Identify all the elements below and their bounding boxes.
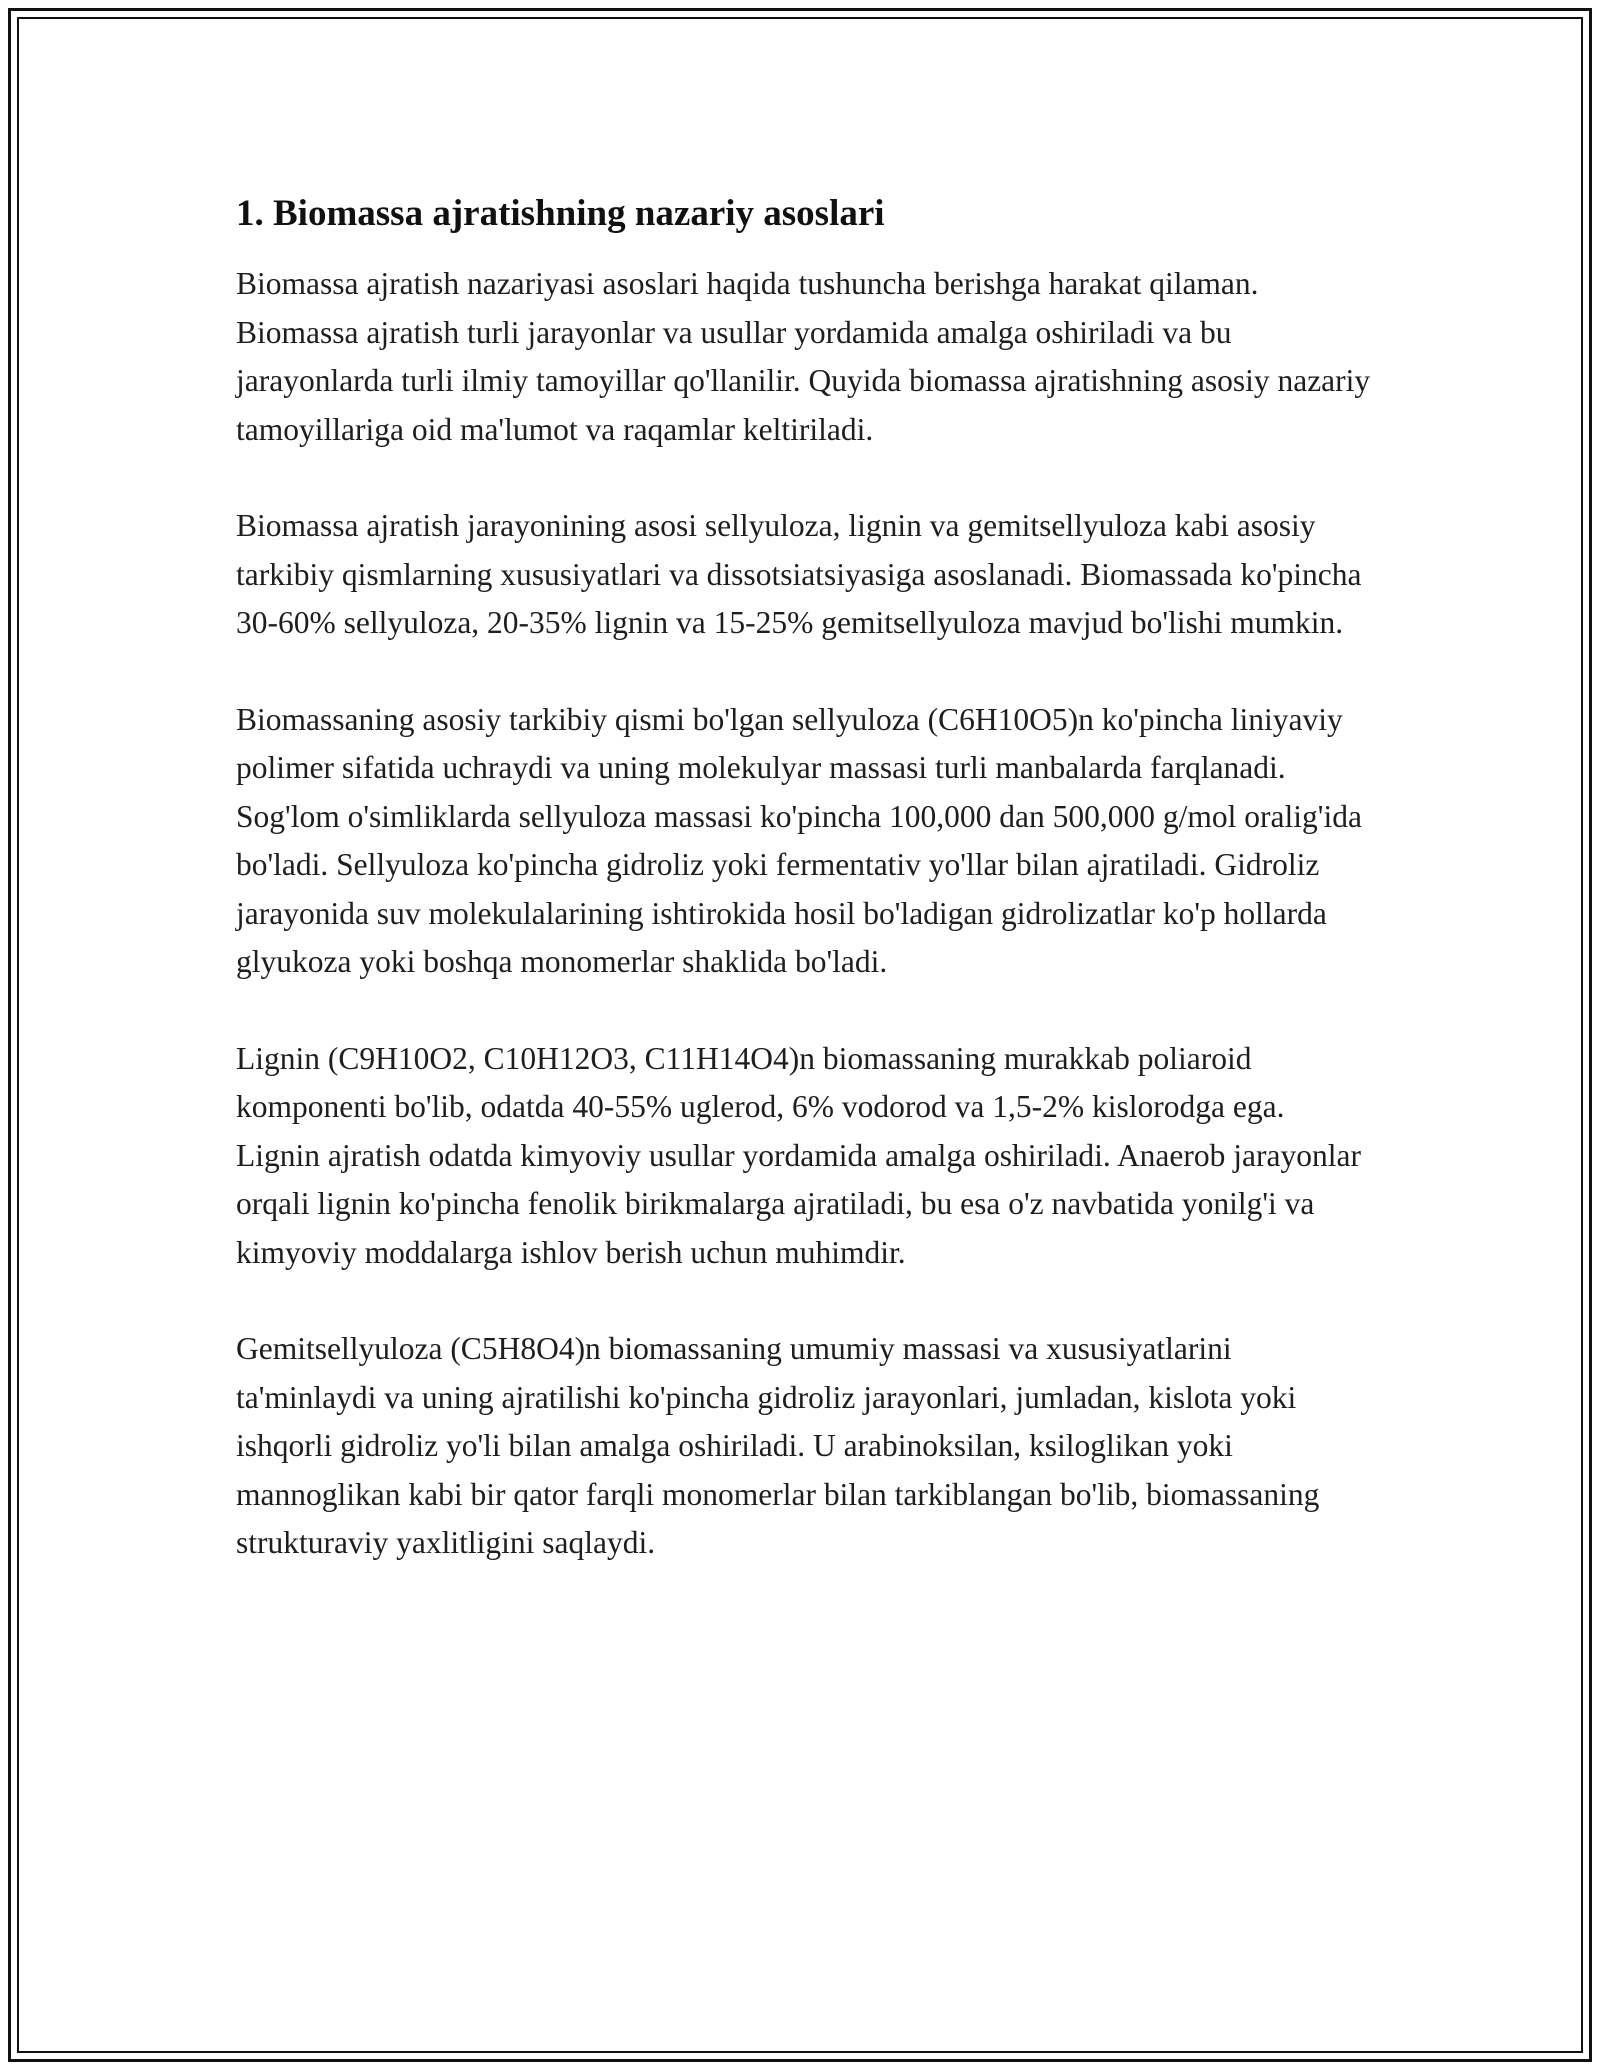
- paragraph-hemicellulose: Gemitsellyuloza (C5H8O4)n biomassaning umumiy massasi va xususiyatlarini ta'minlaydi va uning ajratilishi ko'pincha gidroliz jarayonlari, jumladan, kislota yoki ishqorli gidroliz yo'li bilan amalga oshiriladi. U arabinoksilan, ksiloglikan yoki mannoglikan kabi bir qator farqli monomerlar bilan tarkiblangan bo'lib, biomassaning strukturaviy yaxlitligini saqlaydi.: [236, 1331, 1320, 1560]
- paragraph-intro: Biomassa ajratish nazariyasi asoslari haqida tushuncha berishga harakat qilaman. Biomassa ajratish turli jarayonlar va usullar yordamida amalga oshiriladi va bu jarayonlarda turli ilmiy tamoyillar qo'llanilir. Quyida biomassa ajratishning asosiy nazariy tamoyillariga oid ma'lumot va raqamlar keltiriladi.: [236, 266, 1371, 447]
- document-body: [236, 190, 1376, 1616]
- paragraph-cellulose: Biomassaning asosiy tarkibiy qismi bo'lgan sellyuloza (C6H10O5)n ko'pincha liniyaviy polimer sifatida uchraydi va uning molekulyar massasi turli manbalarda farqlanadi. Sog'lom o'simliklarda sellyuloza massasi ko'pincha 100,000 dan 500,000 g/mol oralig'ida bo'ladi. Sellyuloza ko'pincha gidroliz yoki fermentativ yo'llar bilan ajratiladi. Gidroliz jarayonida suv molekulalarining ishtirokida hosil bo'ladigan gidrolizatlar ko'p hollarda glyukoza yoki boshqa monomerlar shaklida bo'ladi.: [236, 701, 1362, 979]
- paragraph-composition: Biomassa ajratish jarayonining asosi sellyuloza, lignin va gemitsellyuloza kabi asosiy tarkibiy qismlarning xususiyatlari va dissotsiatsiyasiga asoslanadi. Biomassada ko'pincha 30-60% sellyuloza, 20-35% lignin va 15-25% gemitsellyuloza mavjud bo'lishi mumkin.: [236, 508, 1362, 640]
- section-heading: 1. Biomassa ajratishning nazariy asoslari: [236, 193, 885, 234]
- paragraph-lignin: Lignin (C9H10O2, C10H12O3, C11H14O4)n biomassaning murakkab poliaroid komponenti bo'lib, odatda 40-55% uglerod, 6% vodorod va 1,5-2% kislorodga ega. Lignin ajratish odatda kimyoviy usullar yordamida amalga oshiriladi. Anaerob jarayonlar orqali lignin ko'pincha fenolik birikmalarga ajratiladi, bu esa o'z navbatida yonilg'i va kimyoviy moddalarga ishlov berish uchun muhimdir.: [236, 1040, 1361, 1270]
